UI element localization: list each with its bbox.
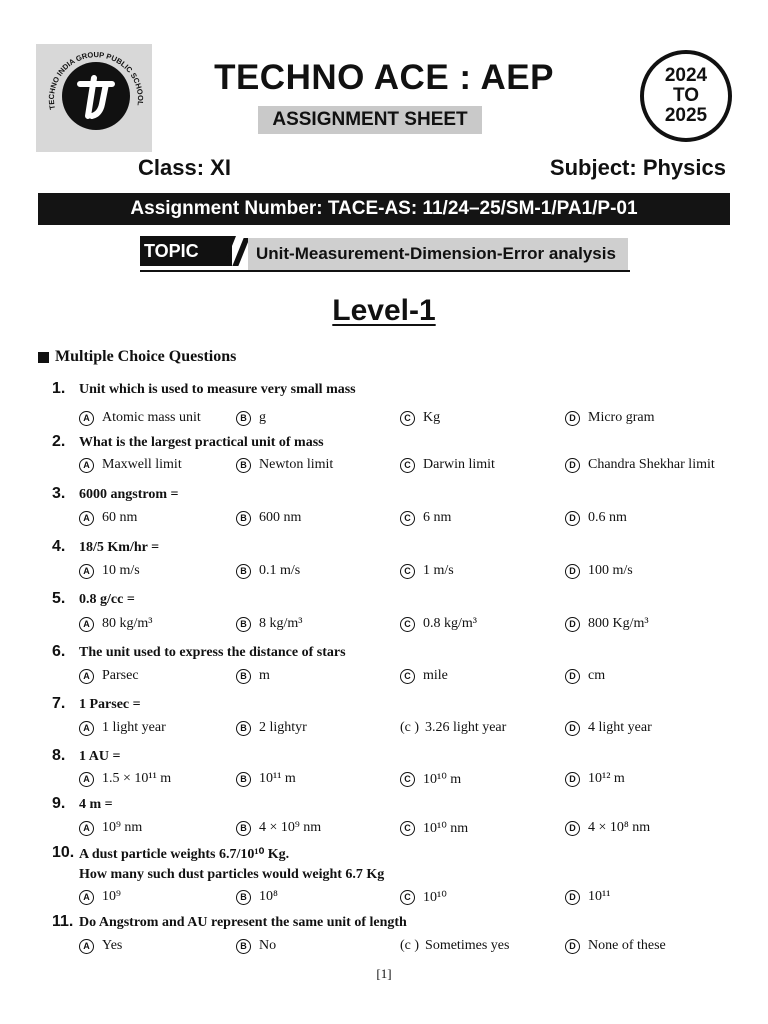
option-text: 0.6 nm — [588, 510, 627, 525]
option-text: mile — [423, 668, 448, 683]
answer-option — [565, 720, 652, 736]
option-letter-circle-icon: A — [79, 411, 94, 426]
question-number: 6. — [52, 643, 66, 660]
option-letter-circle-icon: D — [565, 564, 580, 579]
option-letter-circle-icon: B — [236, 772, 251, 787]
option-text: 1 m/s — [423, 563, 454, 578]
option-letter-circle-icon: A — [79, 458, 94, 473]
answer-option — [236, 820, 321, 836]
option-text: 10¹¹ m — [259, 771, 296, 786]
square-bullet-icon — [38, 352, 49, 363]
option-letter-circle-icon: C — [400, 511, 415, 526]
option-text: Parsec — [102, 668, 139, 683]
option-letter-circle-icon: A — [79, 721, 94, 736]
option-letter-circle-icon: D — [565, 890, 580, 905]
option-text: 10¹⁰ m — [423, 772, 462, 787]
option-text: None of these — [588, 938, 666, 953]
answer-option — [79, 720, 166, 736]
option-text: 80 kg/m³ — [102, 616, 153, 631]
question-text-line2: How many such dust particles would weight 6.7 Kg — [79, 867, 385, 882]
option-letter-circle-icon: C — [400, 669, 415, 684]
section-heading — [38, 348, 236, 366]
option-text: g — [259, 410, 266, 425]
option-letter-circle-icon: A — [79, 939, 94, 954]
answer-option — [236, 510, 301, 526]
option-text: Darwin limit — [423, 457, 495, 472]
answer-option — [565, 457, 715, 473]
option-text: Chandra Shekhar limit — [588, 457, 715, 472]
answer-option — [400, 889, 447, 906]
option-letter-circle-icon: B — [236, 458, 251, 473]
answer-option — [79, 938, 122, 954]
answer-option — [400, 563, 454, 579]
question-number: 3. — [52, 485, 66, 502]
assignment-number-bar: Assignment Number: TACE-AS: 11/24–25/SM-1/PA1/P-01 — [38, 193, 730, 225]
section-heading-text: Multiple Choice Questions — [55, 348, 237, 365]
option-text: Kg — [423, 410, 441, 425]
question-text: 4 m = — [79, 797, 113, 812]
answer-option — [236, 410, 266, 426]
option-text: Maxwell limit — [102, 457, 182, 472]
option-letter-circle-icon: C — [400, 458, 415, 473]
question-number: 7. — [52, 695, 66, 712]
option-letter-circle-icon: B — [236, 511, 251, 526]
option-text: No — [259, 938, 277, 953]
option-text: 2 lightyr — [259, 720, 307, 735]
answer-option — [236, 616, 302, 632]
option-text: 0.1 m/s — [259, 563, 301, 578]
option-letter-circle-icon: B — [236, 564, 251, 579]
answer-option — [79, 563, 140, 579]
answer-option — [400, 771, 461, 788]
answer-option — [79, 410, 201, 426]
option-text: 60 nm — [102, 510, 138, 525]
answer-option — [79, 771, 171, 787]
option-text: 10¹⁰ nm — [423, 821, 469, 836]
option-text: Sometimes yes — [425, 938, 510, 953]
question-number: 2. — [52, 433, 66, 450]
level-heading — [0, 294, 768, 328]
answer-option — [565, 938, 666, 954]
option-text: 10¹² m — [588, 771, 625, 786]
option-text: 1 light year — [102, 720, 166, 735]
answer-option — [400, 938, 509, 954]
answer-option — [79, 510, 137, 526]
option-letter-circle-icon: A — [79, 772, 94, 787]
session-year-badge — [640, 50, 732, 142]
topic-tag: TOPIC — [140, 236, 232, 266]
question-text: Do Angstrom and AU represent the same unit of length — [79, 915, 407, 930]
option-letter-circle-icon: A — [79, 669, 94, 684]
answer-option — [565, 616, 649, 632]
option-text: Atomic mass unit — [102, 410, 201, 425]
question-number: 1. — [52, 380, 66, 397]
option-letter-circle-icon: A — [79, 821, 94, 836]
answer-option — [79, 616, 152, 632]
question-number: 5. — [52, 590, 66, 607]
option-text: 8 kg/m³ — [259, 616, 303, 631]
option-letter-circle-icon: A — [79, 564, 94, 579]
answer-option — [565, 510, 627, 526]
question-text: What is the largest practical unit of mass — [79, 435, 324, 450]
option-text: Micro gram — [588, 410, 655, 425]
answer-option — [79, 889, 121, 905]
option-letter-circle-icon: C — [400, 617, 415, 632]
answer-option — [400, 410, 440, 426]
option-text: m — [259, 668, 270, 683]
option-text: 800 Kg/m³ — [588, 616, 649, 631]
answer-option — [400, 668, 448, 684]
option-text: cm — [588, 668, 606, 683]
option-letter-circle-icon: B — [236, 669, 251, 684]
page-number: [1] — [376, 966, 392, 981]
question-text: The unit used to express the distance of stars — [79, 645, 346, 660]
page-title: TECHNO ACE : AEP — [214, 58, 554, 97]
option-letter-circle-icon: B — [236, 939, 251, 954]
option-letter-circle-icon: D — [565, 721, 580, 736]
answer-option — [236, 668, 270, 684]
answer-option — [400, 720, 506, 736]
option-letter-circle-icon: C — [400, 890, 415, 905]
option-text: 10⁸ — [259, 889, 278, 904]
option-text: 4 light year — [588, 720, 652, 735]
answer-option — [400, 616, 477, 632]
question-number: 11. — [52, 913, 74, 930]
option-letter-circle-icon: D — [565, 821, 580, 836]
answer-option — [565, 668, 605, 684]
option-letter-circle-icon: D — [565, 617, 580, 632]
option-text: 0.8 kg/m³ — [423, 616, 477, 631]
option-letter-circle-icon: B — [236, 411, 251, 426]
option-text: 10¹¹ — [588, 889, 611, 904]
option-letter-circle-icon: D — [565, 669, 580, 684]
option-text: 1.5 × 10¹¹ m — [102, 771, 172, 786]
level-heading-text: Level-1 — [332, 294, 436, 327]
question-text: 0.8 g/cc = — [79, 592, 135, 607]
option-letter-circle-icon: D — [565, 511, 580, 526]
question-number: 8. — [52, 747, 66, 764]
logo-ring-text: TECHNO INDIA GROUP PUBLIC SCHOOL — [46, 50, 146, 111]
answer-option — [236, 889, 278, 905]
option-text: 10⁹ nm — [102, 820, 143, 835]
option-letter-circle-icon: C — [400, 821, 415, 836]
answer-option — [400, 510, 451, 526]
question-text: Unit which is used to measure very small mass — [79, 382, 356, 397]
option-letter-circle-icon: D — [565, 458, 580, 473]
topic-underline — [140, 270, 630, 272]
assignment-sheet-label: ASSIGNMENT SHEET — [258, 106, 482, 134]
answer-option — [79, 668, 139, 684]
question-number: 9. — [52, 795, 66, 812]
question-text: A dust particle weights 6.7/10¹⁰ Kg. — [79, 847, 290, 862]
question-text: 18/5 Km/hr = — [79, 540, 160, 555]
answer-option — [236, 771, 296, 787]
answer-option — [79, 457, 182, 473]
answer-option — [79, 820, 142, 836]
option-text: 10 m/s — [102, 563, 140, 578]
option-letter-circle-icon: B — [236, 721, 251, 736]
option-text: 100 m/s — [588, 563, 633, 578]
option-letter-circle-icon: B — [236, 617, 251, 632]
option-letter-circle-icon: C — [400, 411, 415, 426]
option-letter-circle-icon: A — [79, 511, 94, 526]
answer-option — [565, 410, 654, 426]
answer-option — [236, 938, 276, 954]
option-letter-circle-icon: D — [565, 411, 580, 426]
option-letter-circle-icon: A — [79, 617, 94, 632]
option-text: 3.26 light year — [425, 720, 507, 735]
class-label: Class: XI — [138, 155, 231, 180]
option-letter-circle-icon: B — [236, 821, 251, 836]
answer-option — [565, 563, 633, 579]
option-text: 600 nm — [259, 510, 302, 525]
question-number: 4. — [52, 538, 66, 555]
option-text: Yes — [102, 938, 123, 953]
option-text: Newton limit — [259, 457, 334, 472]
answer-option — [565, 771, 625, 787]
option-letter-label: (c ) — [400, 720, 420, 735]
option-letter-label: (c ) — [400, 938, 420, 953]
topic-banner — [140, 236, 630, 274]
option-text: 4 × 10⁸ nm — [588, 820, 651, 835]
answer-option — [565, 889, 610, 905]
option-text: 10⁹ — [102, 889, 121, 904]
answer-option — [565, 820, 650, 836]
answer-option — [400, 820, 468, 837]
question-text: 6000 angstrom = — [79, 487, 179, 502]
option-text: 10¹⁰ — [423, 890, 447, 905]
question-text: 1 AU = — [79, 749, 121, 764]
answer-option — [400, 457, 495, 473]
option-letter-circle-icon: A — [79, 890, 94, 905]
subject-label: Subject: Physics — [549, 155, 726, 180]
year-to: TO — [672, 85, 700, 106]
answer-option — [236, 457, 333, 473]
option-letter-circle-icon: D — [565, 939, 580, 954]
option-letter-circle-icon: B — [236, 890, 251, 905]
answer-option — [236, 720, 307, 736]
year-start: 2024 — [664, 65, 708, 86]
topic-text: Unit-Measurement-Dimension-Error analysis — [248, 238, 628, 270]
option-letter-circle-icon: D — [565, 772, 580, 787]
option-letter-circle-icon: C — [400, 564, 415, 579]
year-end: 2025 — [664, 105, 708, 126]
question-text: 1 Parsec = — [79, 697, 141, 712]
answer-option — [236, 563, 300, 579]
option-text: 4 × 10⁹ nm — [259, 820, 322, 835]
question-number: 10. — [52, 844, 75, 861]
option-text: 6 nm — [423, 510, 452, 525]
option-letter-circle-icon: C — [400, 772, 415, 787]
